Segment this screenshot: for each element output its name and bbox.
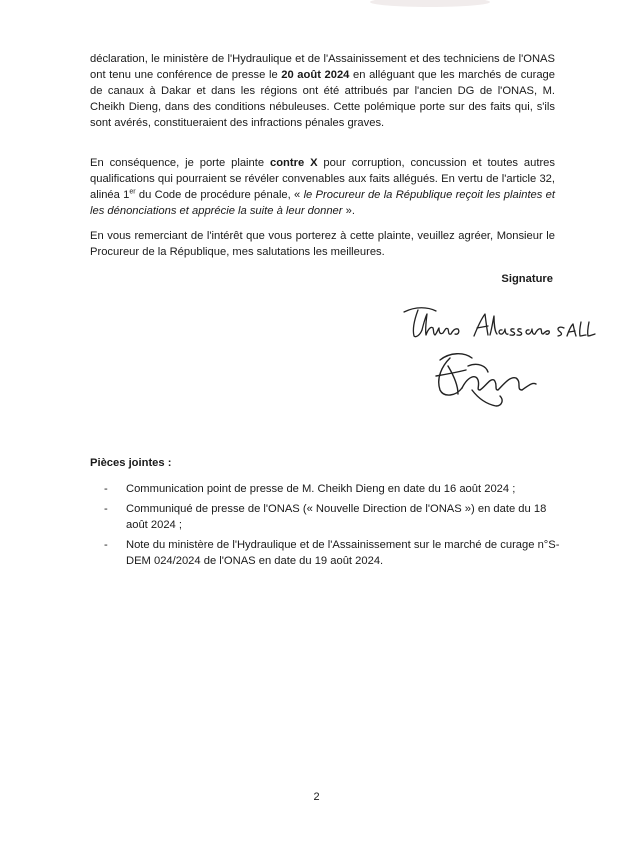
paragraph-complaint: En conséquence, je porte plainte contre X pour corruption, concussion et toutes autres qualifications qui pourraient se révéler convenables aux faits allégués. En vertu de l'article 32, alinéa 1er du Code de procédure pénale, « le Procureur de la République reçoit les plaintes et les dénonciations et apprécie la suite à leur donner ».	[90, 157, 555, 217]
signature-label: Signature	[501, 273, 553, 285]
list-item	[104, 537, 564, 569]
handwritten-signature-name	[398, 302, 598, 346]
attachment-text: Communiqué de presse de l'ONAS (« Nouvelle Direction de l'ONAS ») en date du 18 août 2024 ;	[126, 503, 547, 531]
scan-smudge	[360, 0, 500, 10]
list-item	[104, 501, 564, 533]
paragraph-closing: En vous remerciant de l'intérêt que vous porterez à cette plainte, veuillez agréer, Monsieur le Procureur de la République, mes salutations les meilleures.	[90, 230, 555, 258]
attachment-text: Note du ministère de l'Hydraulique et de l'Assainissement sur le marché de curage n°S-DEM 024/2024 de l'ONAS en date du 19 août 2024.	[126, 539, 560, 567]
paragraph-allegations: déclaration, le ministère de l'Hydraulique et de l'Assainissement et des techniciens de l'ONAS ont tenu une conférence de presse le 20 août 2024 en alléguant que les marchés de curage de canaux à Dakar et dans les régions ont été attribués par l'ancien DG de l'ONAS, M. Cheikh Dieng, dans des conditions nébuleuses. Cette polémique porte sur des faits qui, s'ils sont avérés, constitueraient des infractions pénales graves.	[90, 53, 555, 129]
signature-scribble	[428, 346, 548, 412]
attachment-text: Communication point de presse de M. Cheikh Dieng en date du 16 août 2024 ;	[126, 483, 516, 495]
list-bullet: -	[104, 483, 108, 495]
list-bullet: -	[104, 539, 108, 551]
attachments-list	[104, 481, 564, 573]
page-number: 2	[313, 791, 320, 803]
list-item	[104, 481, 564, 497]
attachments-title: Pièces jointes :	[90, 457, 172, 469]
list-bullet: -	[104, 503, 108, 515]
